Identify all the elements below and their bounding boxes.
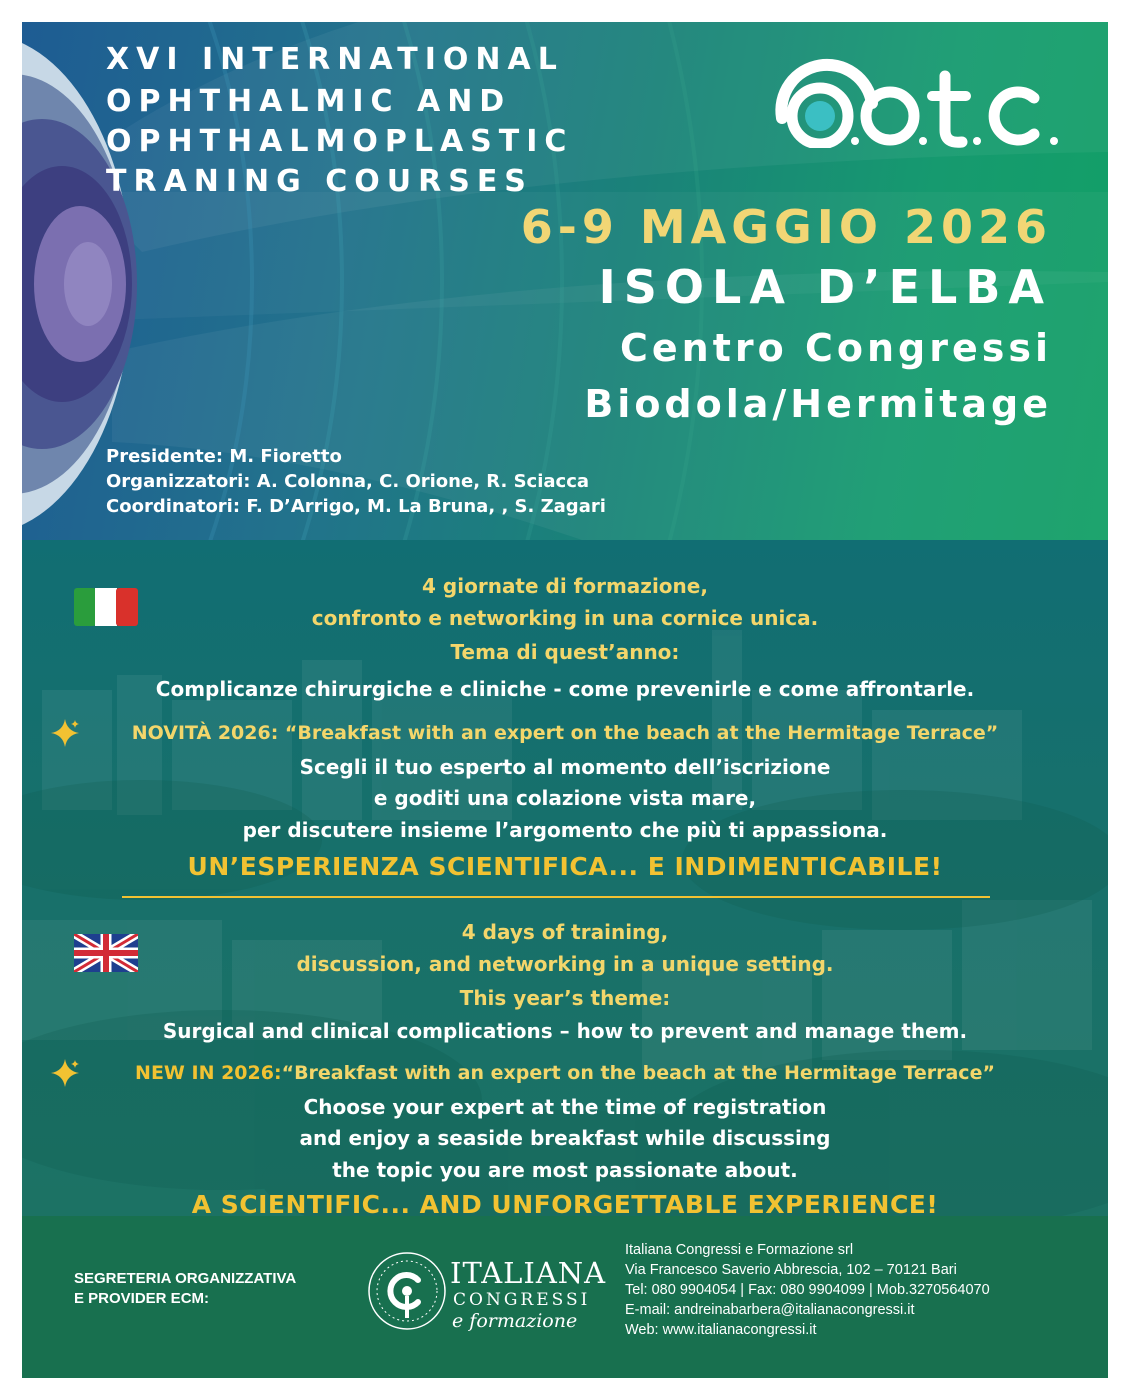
event-date: 6-9 MAGGIO 2026 — [520, 200, 1052, 254]
it-desc-line-1: Scegli il tuo esperto al momento dell’iscrizione — [299, 755, 831, 779]
en-news-text: “Breakfast with an expert on the beach at the Hermitage Terrace” — [281, 1062, 995, 1084]
company-name: Italiana Congressi e Formazione srl — [625, 1242, 854, 1258]
it-theme-label: Tema di quest’anno: — [450, 640, 680, 664]
en-intro-line-1: 4 days of training, — [461, 920, 669, 944]
secretariat-label — [74, 1269, 296, 1309]
description-section — [22, 540, 1108, 1216]
it-desc-line-2: e goditi una colazione vista mare, — [373, 786, 757, 810]
en-desc-line-2: and enjoy a seaside breakfast while discussing — [299, 1126, 831, 1150]
en-tagline: A SCIENTIFIC... AND UNFORGETTABLE EXPERIENCE! — [191, 1190, 939, 1216]
organizers: Organizzatori: A. Colonna, C. Orione, R. Sciacca — [106, 471, 590, 492]
secretariat-line-2: E PROVIDER ECM: — [74, 1290, 210, 1307]
president: Presidente: M. Fioretto — [106, 446, 342, 467]
company-phones: Tel: 080 9904054 | Fax: 080 9904099 | Mob.3270564070 — [625, 1282, 990, 1298]
en-news — [22, 1062, 1108, 1084]
en-news-label: NEW IN 2026: — [135, 1062, 282, 1084]
organizers-list — [106, 444, 606, 519]
it-desc-line-3: per discutere insieme l’argomento che più ti appassiona. — [242, 818, 888, 842]
header — [22, 22, 1108, 540]
company-web[interactable]: Web: www.italianacongressi.it — [625, 1322, 817, 1338]
title-line-3: OPHTHALMOPLASTIC — [106, 124, 574, 159]
it-theme: Complicanze chirurgiche e cliniche - come prevenirle e come affrontarle. — [155, 677, 975, 701]
en-desc-line-1: Choose your expert at the time of registration — [303, 1095, 827, 1119]
title-line-4: TRANING COURSES — [106, 164, 533, 199]
event-place: ISOLA D’ELBA — [598, 260, 1052, 314]
title-line-1: XVI INTERNATIONAL — [106, 42, 564, 77]
event-venue-line-2: Biodola/Hermitage — [584, 382, 1052, 426]
it-tagline: UN’ESPERIENZA SCIENTIFICA... E INDIMENTICABILE! — [187, 852, 943, 881]
it-news: NOVITÀ 2026: “Breakfast with an expert on the beach at the Hermitage Terrace” — [131, 722, 999, 744]
en-intro-line-2: discussion, and networking in a unique setting. — [296, 952, 834, 976]
section-divider — [122, 896, 990, 898]
en-theme-label: This year’s theme: — [459, 986, 671, 1010]
company-address: Via Francesco Saverio Abbrescia, 102 – 70121 Bari — [625, 1262, 957, 1278]
brand-name-line-2: CONGRESSI — [453, 1290, 591, 1310]
title-line-2: OPHTHALMIC AND — [106, 84, 512, 119]
brand-name-line-1: ITALIANA — [450, 1256, 607, 1290]
event-venue-line-1: Centro Congressi — [620, 326, 1052, 370]
it-intro-line-2: confronto e networking in una cornice unica. — [311, 606, 819, 630]
brand-name-line-3: e formazione — [452, 1310, 578, 1332]
it-intro-line-1: 4 giornate di formazione, — [422, 574, 708, 598]
coordinators: Coordinatori: F. D’Arrigo, M. La Bruna, , S. Zagari — [106, 496, 606, 517]
poster — [22, 22, 1108, 1378]
en-desc-line-3: the topic you are most passionate about. — [332, 1158, 798, 1182]
footer — [22, 1216, 1108, 1378]
en-theme: Surgical and clinical complications – how to prevent and manage them. — [162, 1019, 968, 1043]
ootc-logo — [762, 48, 1062, 148]
italiana-congressi-emblem — [366, 1250, 448, 1332]
secretariat-line-1: SEGRETERIA ORGANIZZATIVA — [74, 1270, 297, 1287]
company-email[interactable]: E-mail: andreinabarbera@italianacongressi.it — [625, 1302, 915, 1318]
company-contact — [625, 1240, 990, 1340]
